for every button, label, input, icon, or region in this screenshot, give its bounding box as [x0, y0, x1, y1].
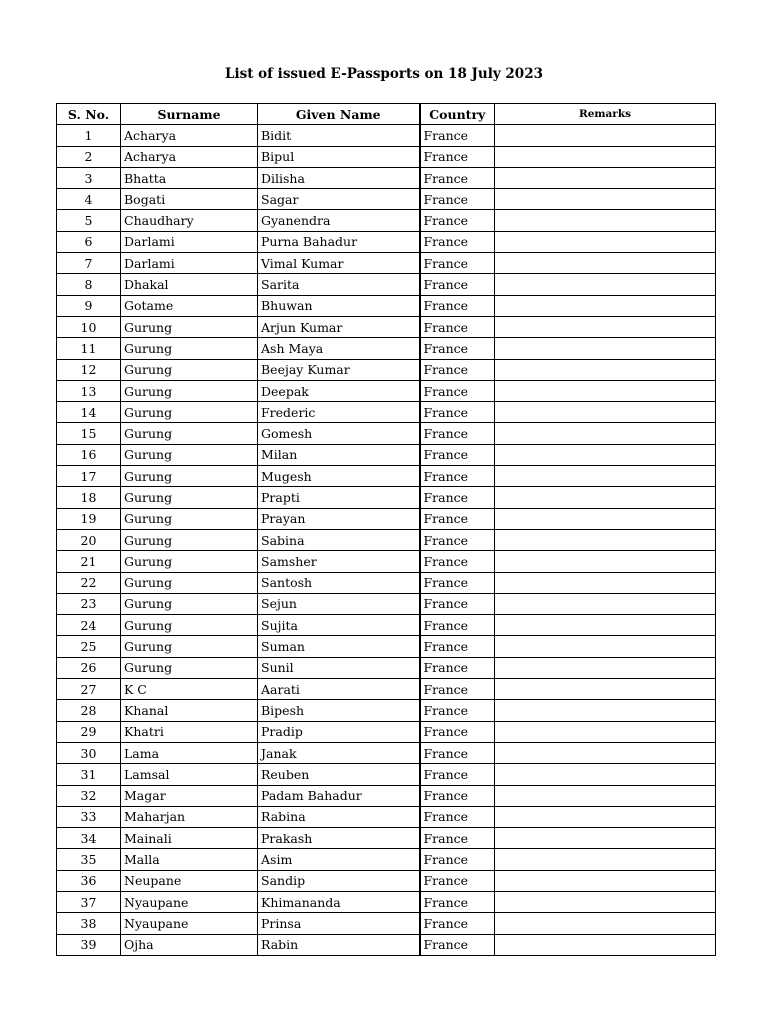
cell-remarks [495, 934, 716, 955]
cell-remarks [495, 338, 716, 359]
cell-country: France [420, 913, 495, 934]
cell-surname: Gurung [121, 444, 258, 465]
table-row [57, 828, 716, 849]
cell-surname: Nyaupane [121, 913, 258, 934]
cell-sno: 35 [57, 849, 121, 870]
table-row [57, 891, 716, 912]
cell-sno: 19 [57, 508, 121, 529]
table-row [57, 934, 716, 955]
cell-remarks [495, 146, 716, 167]
cell-remarks [495, 295, 716, 316]
cell-surname: Acharya [121, 125, 258, 146]
cell-country: France [420, 125, 495, 146]
cell-remarks [495, 551, 716, 572]
cell-given-name: Beejay Kumar [258, 359, 420, 380]
cell-country: France [420, 849, 495, 870]
cell-sno: 24 [57, 615, 121, 636]
cell-sno: 5 [57, 210, 121, 231]
cell-remarks [495, 849, 716, 870]
document-title: List of issued E-Passports on 18 July 2023 [225, 66, 543, 82]
table-row [57, 679, 716, 700]
cell-sno: 8 [57, 274, 121, 295]
cell-sno: 28 [57, 700, 121, 721]
cell-country: France [420, 721, 495, 742]
cell-country: France [420, 444, 495, 465]
table-row [57, 466, 716, 487]
cell-given-name: Prakash [258, 828, 420, 849]
cell-given-name: Prapti [258, 487, 420, 508]
cell-given-name: Janak [258, 742, 420, 763]
cell-surname: Gurung [121, 636, 258, 657]
cell-sno: 11 [57, 338, 121, 359]
cell-given-name: Reuben [258, 764, 420, 785]
cell-remarks [495, 679, 716, 700]
cell-surname: Khatri [121, 721, 258, 742]
table-row [57, 487, 716, 508]
table-row [57, 508, 716, 529]
cell-surname: Gurung [121, 593, 258, 614]
cell-surname: Acharya [121, 146, 258, 167]
cell-given-name: Sunil [258, 657, 420, 678]
table-row [57, 402, 716, 423]
cell-sno: 36 [57, 870, 121, 891]
table-row [57, 551, 716, 572]
table-row [57, 167, 716, 188]
cell-remarks [495, 402, 716, 423]
cell-remarks [495, 593, 716, 614]
table-row [57, 764, 716, 785]
cell-remarks [495, 274, 716, 295]
cell-country: France [420, 423, 495, 444]
cell-surname: Gurung [121, 615, 258, 636]
cell-remarks [495, 508, 716, 529]
cell-sno: 18 [57, 487, 121, 508]
cell-given-name: Rabin [258, 934, 420, 955]
cell-surname: Maharjan [121, 806, 258, 827]
cell-sno: 16 [57, 444, 121, 465]
table-header [57, 104, 716, 125]
cell-given-name: Arjun Kumar [258, 316, 420, 337]
table-row [57, 529, 716, 550]
cell-country: France [420, 891, 495, 912]
table-row [57, 742, 716, 763]
cell-surname: Khanal [121, 700, 258, 721]
table-row [57, 721, 716, 742]
cell-given-name: Milan [258, 444, 420, 465]
cell-remarks [495, 764, 716, 785]
cell-given-name: Deepak [258, 380, 420, 401]
table-row [57, 636, 716, 657]
cell-sno: 37 [57, 891, 121, 912]
cell-surname: Bhatta [121, 167, 258, 188]
cell-given-name: Rabina [258, 806, 420, 827]
cell-sno: 22 [57, 572, 121, 593]
cell-surname: Darlami [121, 231, 258, 252]
cell-country: France [420, 870, 495, 891]
header-remarks: Remarks [495, 104, 716, 125]
cell-surname: Magar [121, 785, 258, 806]
table-body [57, 125, 716, 956]
cell-country: France [420, 593, 495, 614]
cell-country: France [420, 700, 495, 721]
cell-country: France [420, 380, 495, 401]
cell-given-name: Bidit [258, 125, 420, 146]
cell-remarks [495, 167, 716, 188]
table-row [57, 785, 716, 806]
cell-given-name: Prayan [258, 508, 420, 529]
cell-sno: 38 [57, 913, 121, 934]
cell-given-name: Pradip [258, 721, 420, 742]
cell-surname: Gurung [121, 316, 258, 337]
cell-sno: 32 [57, 785, 121, 806]
cell-remarks [495, 125, 716, 146]
table-row [57, 359, 716, 380]
cell-surname: Lamsal [121, 764, 258, 785]
cell-given-name: Bhuwan [258, 295, 420, 316]
cell-country: France [420, 785, 495, 806]
cell-given-name: Bipesh [258, 700, 420, 721]
cell-country: France [420, 529, 495, 550]
cell-given-name: Samsher [258, 551, 420, 572]
table-row [57, 849, 716, 870]
cell-given-name: Vimal Kumar [258, 253, 420, 274]
table-row [57, 253, 716, 274]
table-row [57, 444, 716, 465]
cell-given-name: Mugesh [258, 466, 420, 487]
cell-remarks [495, 785, 716, 806]
cell-remarks [495, 721, 716, 742]
table-row [57, 423, 716, 444]
table-row [57, 231, 716, 252]
cell-given-name: Aarati [258, 679, 420, 700]
cell-given-name: Sejun [258, 593, 420, 614]
header-row [57, 104, 716, 125]
cell-surname: Bogati [121, 189, 258, 210]
cell-surname: K C [121, 679, 258, 700]
cell-given-name: Sagar [258, 189, 420, 210]
cell-remarks [495, 444, 716, 465]
cell-sno: 9 [57, 295, 121, 316]
cell-remarks [495, 231, 716, 252]
header-surname: Surname [121, 104, 258, 125]
cell-surname: Chaudhary [121, 210, 258, 231]
cell-remarks [495, 828, 716, 849]
cell-surname: Gurung [121, 487, 258, 508]
table-row [57, 380, 716, 401]
cell-country: France [420, 487, 495, 508]
cell-country: France [420, 274, 495, 295]
cell-remarks [495, 316, 716, 337]
cell-sno: 29 [57, 721, 121, 742]
cell-surname: Gurung [121, 380, 258, 401]
cell-country: France [420, 253, 495, 274]
cell-sno: 31 [57, 764, 121, 785]
cell-surname: Ojha [121, 934, 258, 955]
cell-surname: Gurung [121, 529, 258, 550]
cell-country: France [420, 189, 495, 210]
cell-surname: Lama [121, 742, 258, 763]
cell-surname: Gurung [121, 359, 258, 380]
cell-country: France [420, 572, 495, 593]
cell-remarks [495, 913, 716, 934]
cell-country: France [420, 316, 495, 337]
cell-remarks [495, 806, 716, 827]
cell-sno: 17 [57, 466, 121, 487]
cell-given-name: Santosh [258, 572, 420, 593]
cell-given-name: Purna Bahadur [258, 231, 420, 252]
cell-surname: Gurung [121, 402, 258, 423]
cell-sno: 1 [57, 125, 121, 146]
cell-surname: Dhakal [121, 274, 258, 295]
cell-remarks [495, 657, 716, 678]
table-row [57, 700, 716, 721]
table-row [57, 615, 716, 636]
cell-remarks [495, 253, 716, 274]
cell-given-name: Sandip [258, 870, 420, 891]
table-row [57, 593, 716, 614]
cell-country: France [420, 679, 495, 700]
cell-given-name: Sabina [258, 529, 420, 550]
cell-given-name: Prinsa [258, 913, 420, 934]
cell-sno: 25 [57, 636, 121, 657]
cell-surname: Malla [121, 849, 258, 870]
cell-country: France [420, 657, 495, 678]
table-row [57, 189, 716, 210]
cell-sno: 3 [57, 167, 121, 188]
cell-sno: 12 [57, 359, 121, 380]
cell-country: France [420, 295, 495, 316]
table-row [57, 806, 716, 827]
cell-given-name: Asim [258, 849, 420, 870]
cell-sno: 30 [57, 742, 121, 763]
cell-surname: Gurung [121, 572, 258, 593]
cell-surname: Gurung [121, 551, 258, 572]
cell-surname: Gurung [121, 508, 258, 529]
table-row [57, 274, 716, 295]
cell-country: France [420, 338, 495, 359]
cell-remarks [495, 891, 716, 912]
table-row [57, 870, 716, 891]
cell-sno: 23 [57, 593, 121, 614]
cell-country: France [420, 167, 495, 188]
table-row [57, 146, 716, 167]
cell-given-name: Ash Maya [258, 338, 420, 359]
cell-country: France [420, 764, 495, 785]
cell-remarks [495, 870, 716, 891]
cell-surname: Gurung [121, 338, 258, 359]
cell-remarks [495, 700, 716, 721]
cell-given-name: Sarita [258, 274, 420, 295]
cell-surname: Gurung [121, 423, 258, 444]
cell-surname: Mainali [121, 828, 258, 849]
cell-sno: 14 [57, 402, 121, 423]
cell-given-name: Gyanendra [258, 210, 420, 231]
cell-given-name: Bipul [258, 146, 420, 167]
table-row [57, 125, 716, 146]
cell-country: France [420, 934, 495, 955]
cell-country: France [420, 402, 495, 423]
cell-remarks [495, 615, 716, 636]
cell-sno: 21 [57, 551, 121, 572]
cell-given-name: Frederic [258, 402, 420, 423]
cell-country: France [420, 359, 495, 380]
cell-country: France [420, 231, 495, 252]
cell-sno: 15 [57, 423, 121, 444]
table-row [57, 572, 716, 593]
cell-remarks [495, 742, 716, 763]
cell-remarks [495, 529, 716, 550]
cell-remarks [495, 423, 716, 444]
cell-surname: Gurung [121, 466, 258, 487]
cell-country: France [420, 742, 495, 763]
cell-surname: Neupane [121, 870, 258, 891]
cell-sno: 2 [57, 146, 121, 167]
cell-remarks [495, 487, 716, 508]
cell-sno: 7 [57, 253, 121, 274]
cell-sno: 4 [57, 189, 121, 210]
table-row [57, 210, 716, 231]
cell-remarks [495, 380, 716, 401]
cell-remarks [495, 189, 716, 210]
table-row [57, 316, 716, 337]
cell-sno: 39 [57, 934, 121, 955]
cell-remarks [495, 572, 716, 593]
table-row [57, 295, 716, 316]
table-row [57, 338, 716, 359]
cell-country: France [420, 551, 495, 572]
cell-remarks [495, 636, 716, 657]
cell-country: France [420, 806, 495, 827]
cell-given-name: Padam Bahadur [258, 785, 420, 806]
cell-given-name: Gomesh [258, 423, 420, 444]
cell-given-name: Suman [258, 636, 420, 657]
cell-surname: Darlami [121, 253, 258, 274]
table-row [57, 657, 716, 678]
cell-given-name: Dilisha [258, 167, 420, 188]
cell-country: France [420, 508, 495, 529]
cell-given-name: Sujita [258, 615, 420, 636]
cell-surname: Gotame [121, 295, 258, 316]
cell-surname: Nyaupane [121, 891, 258, 912]
header-sno: S. No. [57, 104, 121, 125]
cell-country: France [420, 210, 495, 231]
cell-sno: 13 [57, 380, 121, 401]
cell-sno: 10 [57, 316, 121, 337]
cell-remarks [495, 466, 716, 487]
cell-remarks [495, 359, 716, 380]
cell-sno: 26 [57, 657, 121, 678]
cell-sno: 34 [57, 828, 121, 849]
cell-country: France [420, 828, 495, 849]
cell-surname: Gurung [121, 657, 258, 678]
header-country: Country [420, 104, 495, 125]
cell-country: France [420, 466, 495, 487]
cell-country: France [420, 615, 495, 636]
passport-table [56, 103, 716, 956]
cell-sno: 6 [57, 231, 121, 252]
header-given-name: Given Name [258, 104, 420, 125]
cell-remarks [495, 210, 716, 231]
cell-country: France [420, 636, 495, 657]
cell-country: France [420, 146, 495, 167]
table-row [57, 913, 716, 934]
cell-sno: 27 [57, 679, 121, 700]
cell-sno: 20 [57, 529, 121, 550]
cell-given-name: Khimananda [258, 891, 420, 912]
cell-sno: 33 [57, 806, 121, 827]
